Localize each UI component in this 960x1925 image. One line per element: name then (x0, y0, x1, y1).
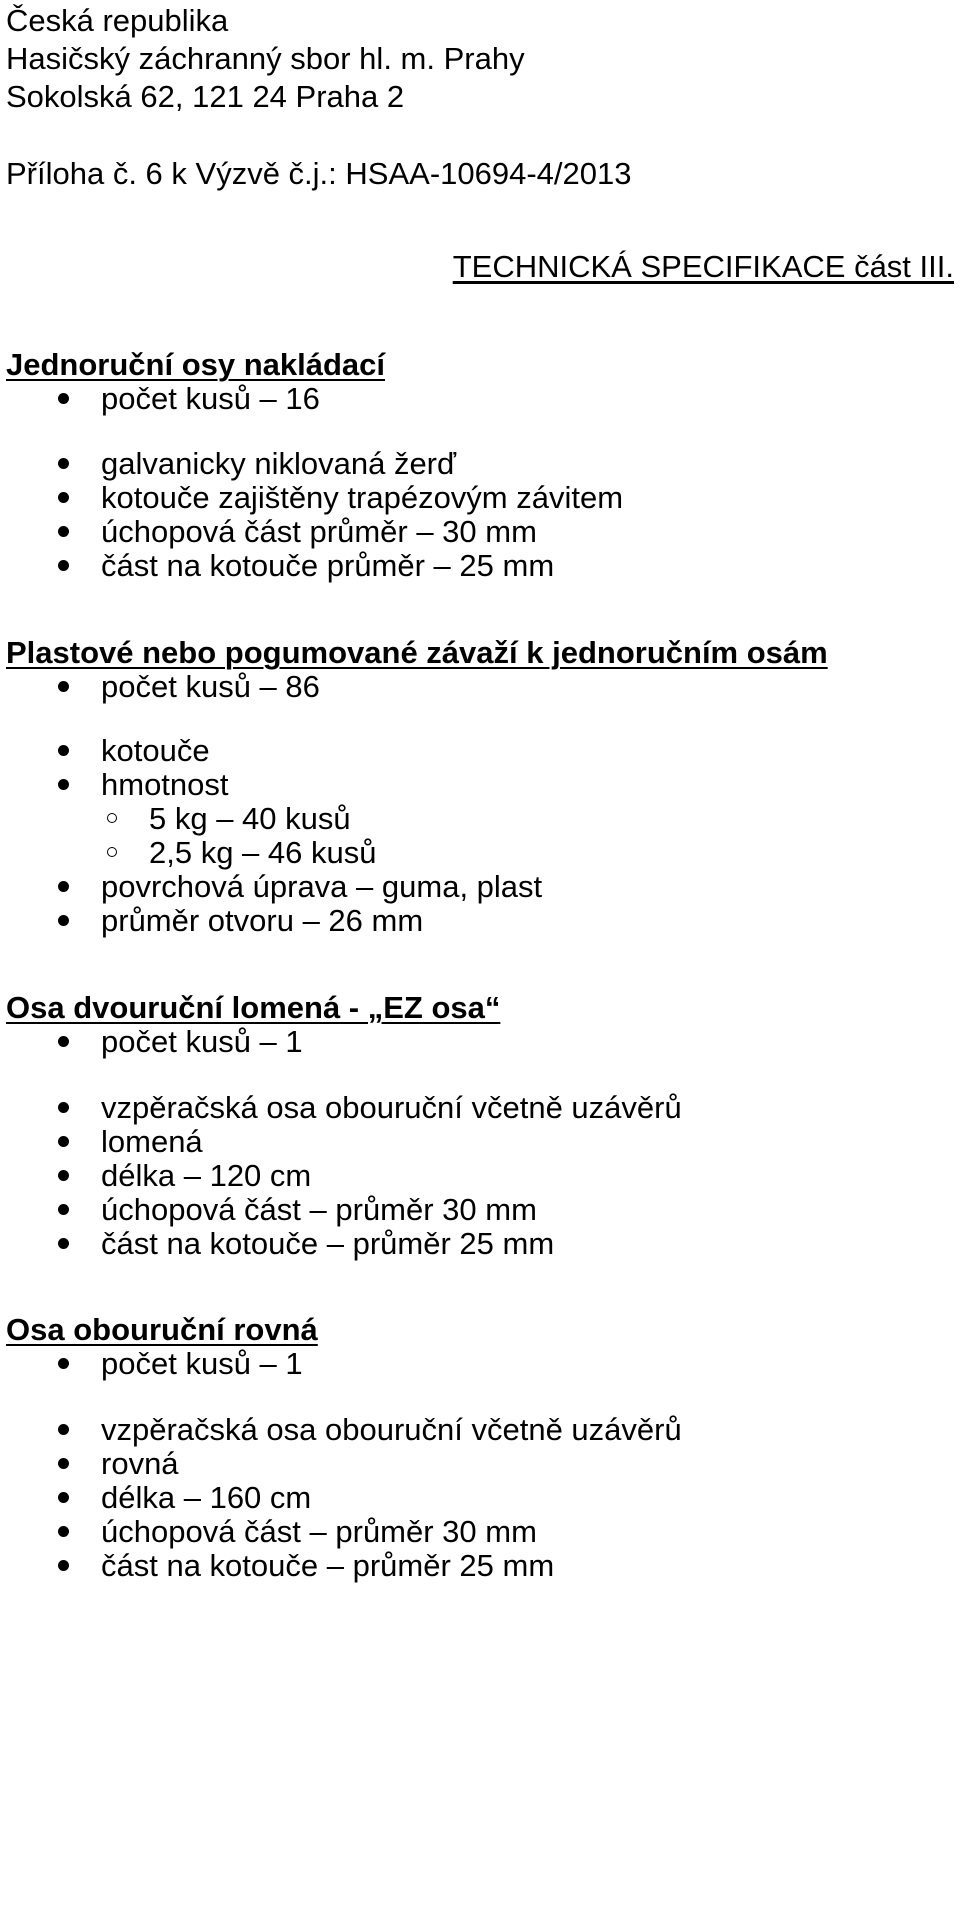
section-heading: Plastové nebo pogumované závaží k jednoručním osám (6, 635, 828, 670)
section-heading: Osa obouruční rovná (6, 1312, 318, 1347)
bullet-icon (58, 745, 69, 756)
bullet-icon (58, 1358, 69, 1369)
section-heading: Jednoruční osy nakládací (6, 347, 386, 382)
bullet-icon (58, 915, 69, 926)
document-title: TECHNICKÁ SPECIFIKACE část III. (452, 249, 954, 284)
bullet-icon (58, 1560, 69, 1571)
bullet-icon (58, 1424, 69, 1435)
bullet-icon (58, 393, 69, 404)
bullet-icon (58, 1136, 69, 1147)
bullet-icon (58, 458, 69, 469)
org-name: Hasičský záchranný sbor hl. m. Prahy (6, 41, 525, 76)
bullet-icon (58, 560, 69, 571)
bullet-icon (58, 1492, 69, 1503)
bullet-icon (58, 681, 69, 692)
bullet-icon (58, 1204, 69, 1215)
bullet-icon (58, 881, 69, 892)
bullet-icon (58, 1170, 69, 1181)
bullet-icon (58, 492, 69, 503)
bullet-icon (58, 1458, 69, 1469)
org-country: Česká republika (6, 3, 229, 38)
bullet-icon (58, 1102, 69, 1113)
bullet-icon (58, 1526, 69, 1537)
bullet-icon (58, 779, 69, 790)
section-heading: Osa dvouruční lomená - „EZ osa“ (6, 990, 501, 1025)
bullet-icon (58, 526, 69, 537)
org-address: Sokolská 62, 121 24 Praha 2 (6, 79, 405, 114)
bullet-icon (58, 1036, 69, 1047)
attachment-reference: Příloha č. 6 k Výzvě č.j.: HSAA-10694-4/2013 (6, 156, 632, 191)
document-page: Česká republika Hasičský záchranný sbor hl. m. Prahy Sokolská 62, 121 24 Praha 2 Příloha č. 6 k Výzvě č.j.: HSAA-10694-4/2013 TECHNICKÁ SPECIFIKACE část III. Jednoruční osy nakládací počet kusů – 16 galvanicky niklovaná žerď kotouče zajištěny trapézovým závitem úchopová část průměr – 30 mm část na kotouče průměr – 25 mm Plastové nebo pogumované závaží k jednoručním osám počet kusů – 86 kotouče hmotnost 5 kg – 40 kusů 2,5 kg – 46 kusů povrchová úprava – guma, plast průměr otvoru – 26 mm Osa dvouruční lomená - „EZ osa“ počet kusů – 1 vzpěračská osa obouruční včetně uzávěrů lomená délka – 120 cm úchopová část – průměr 30 mm část na kotouče – průměr 25 mm Osa obouruční rovná počet kusů – 1 vzpěračská osa obouruční včetně uzávěrů rovná délka – 160 cm úchopová část – průměr 30 mm část na kotouče – průměr 25 mm (6, 3, 954, 1583)
bullet-icon (58, 1238, 69, 1249)
circle-bullet-icon (107, 813, 117, 823)
circle-bullet-icon (107, 847, 117, 857)
